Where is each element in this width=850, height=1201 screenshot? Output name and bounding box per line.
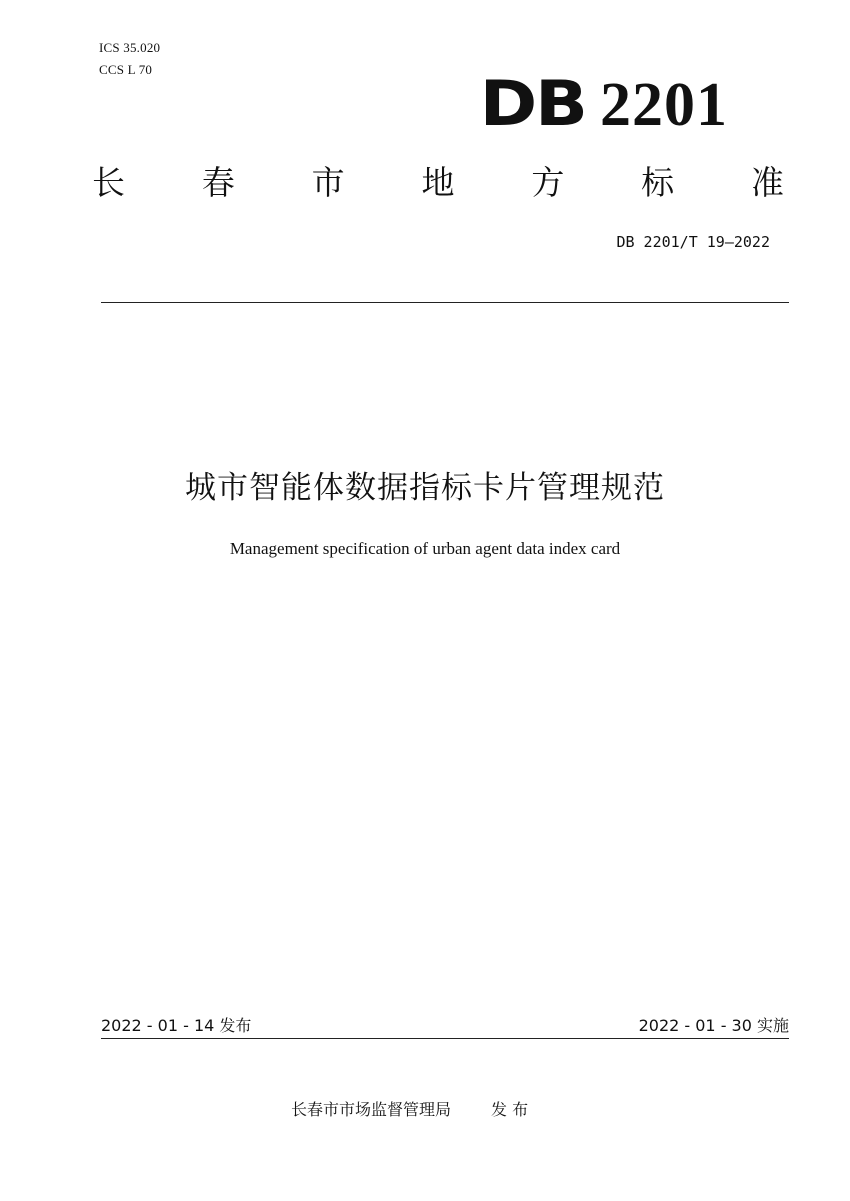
logo-prefix: DB (479, 67, 586, 140)
footer-divider (101, 1038, 789, 1039)
implement-date: 2022 - 01 - 30 实施 (638, 1016, 789, 1035)
standard-type-char: 地 (421, 163, 455, 202)
document-title-zh: 城市智能体数据指标卡片管理规范 (185, 470, 665, 506)
ccs-code: CCS L 70 (99, 62, 153, 77)
standard-type-char: 长 (92, 163, 125, 202)
publisher-action: 发 布 (491, 1100, 529, 1119)
ics-code: ICS 35.020 (99, 40, 161, 55)
document-title-en: Management specification of urban agent data index card (229, 539, 621, 558)
publisher-name: 长春市市场监督管理局 (291, 1100, 452, 1119)
standard-type-char: 准 (750, 163, 784, 202)
publish-date: 2022 - 01 - 14 发布 (101, 1016, 252, 1035)
standard-type-heading (92, 160, 784, 206)
standard-type-char: 春 (201, 163, 235, 202)
db-logo (479, 67, 728, 141)
header-divider (101, 302, 789, 303)
standard-type-char: 市 (311, 163, 345, 202)
logo-code: 2201 (600, 71, 728, 139)
standard-type-char: 标 (641, 163, 675, 202)
standard-number: DB 2201/T 19—2022 (616, 233, 770, 251)
publisher-line (291, 1099, 528, 1121)
standard-type-char: 方 (531, 163, 565, 202)
